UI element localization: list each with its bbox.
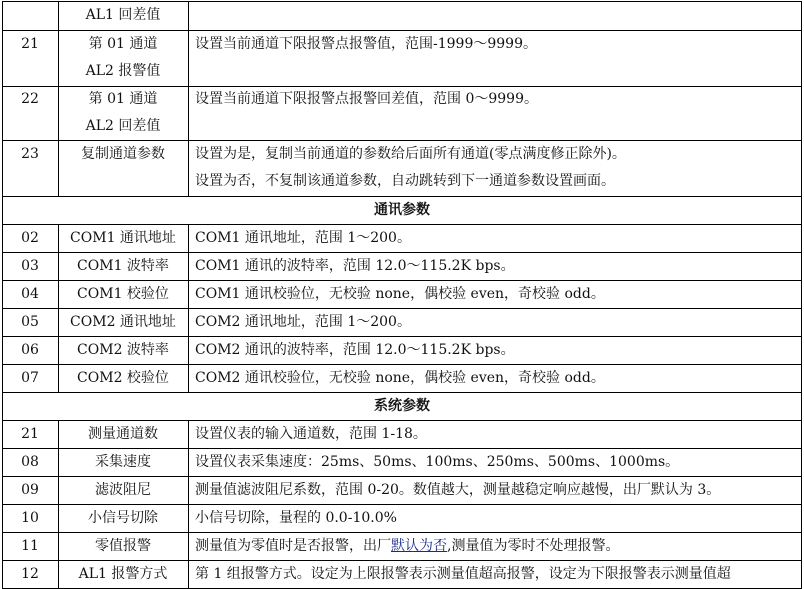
- row-number: 03: [21, 258, 39, 274]
- row-name: 第 01 通道: [88, 91, 158, 107]
- row-description: 设置为是，复制当前通道的参数给后面所有通道(零点满度修正除外)。: [195, 146, 626, 162]
- row-description: [195, 532, 800, 560]
- row-description: COM1 通讯校验位，无校验 none，偶校验 even，奇校验 odd。: [195, 286, 605, 302]
- row-number: 11: [21, 538, 39, 554]
- row-name: AL2 报警值: [85, 63, 161, 79]
- row-number: 10: [21, 510, 39, 526]
- row-name: 第 01 通道: [88, 36, 158, 52]
- default-link[interactable]: 默认为否: [391, 538, 447, 554]
- row-number: 09: [21, 482, 39, 498]
- row-description: 测量值滤波阻尼系数，范围 0-20。数值越大，测量越稳定响应越慢，出厂默认为 3。: [195, 482, 721, 498]
- row-description: 设置仪表采集速度：25ms、50ms、100ms、250ms、500ms、1000ms。: [195, 454, 680, 470]
- row-name: COM2 波特率: [77, 342, 169, 358]
- row-number: 22: [21, 91, 39, 107]
- row-name: 复制通道参数: [81, 146, 165, 162]
- row-name: 滤波阻尼: [95, 482, 151, 498]
- row-name: COM1 通讯地址: [70, 230, 176, 246]
- row-description: 小信号切除，量程的 0.0-10.0%: [195, 510, 397, 526]
- row-description: COM2 通讯校验位，无校验 none，偶校验 even，奇校验 odd。: [195, 370, 605, 386]
- row-description: COM2 通讯的波特率，范围 12.0～115.2K bps。: [195, 342, 515, 358]
- row-number: 21: [21, 36, 39, 52]
- row-description: 第 1 组报警方式。设定为上限报警表示测量值超高报警，设定为下限报警表示测量值超: [195, 566, 731, 582]
- row-name: 测量通道数: [88, 426, 158, 442]
- row-name: COM1 校验位: [77, 286, 169, 302]
- row-name: 采集速度: [95, 454, 151, 470]
- row-description: COM1 通讯地址，范围 1～200。: [195, 230, 411, 246]
- row-number: 08: [21, 454, 39, 470]
- row-number: 21: [21, 426, 39, 442]
- row-name: 小信号切除: [88, 510, 158, 526]
- desc-text: ,测量值为零时不处理报警。: [447, 538, 620, 554]
- row-number: 12: [21, 566, 39, 582]
- row-number: 04: [21, 286, 39, 302]
- row-name: AL1 回差值: [85, 7, 161, 23]
- row-name: COM2 校验位: [77, 370, 169, 386]
- desc-text: 测量值为零值时是否报警，出厂: [195, 538, 391, 554]
- row-description: 设置仪表的输入通道数，范围 1-18。: [195, 426, 427, 442]
- row-description: COM2 通讯地址，范围 1～200。: [195, 314, 411, 330]
- row-name: COM2 通讯地址: [70, 314, 176, 330]
- section-title-system: 系统参数: [374, 398, 430, 414]
- row-description: 设置当前通道下限报警点报警回差值，范围 0～9999。: [195, 91, 538, 107]
- row-number: 07: [21, 370, 39, 386]
- row-name: COM1 波特率: [77, 258, 169, 274]
- row-number: 23: [21, 146, 39, 162]
- row-name: AL1 报警方式: [78, 566, 168, 582]
- row-number: 06: [21, 342, 39, 358]
- row-name: 零值报警: [95, 538, 151, 554]
- row-name: AL2 回差值: [85, 118, 161, 134]
- row-number: 05: [21, 314, 39, 330]
- row-description: 设置当前通道下限报警点报警值，范围-1999～9999。: [195, 36, 537, 52]
- section-title-comm: 通讯参数: [374, 202, 430, 218]
- row-number: 02: [21, 230, 39, 246]
- row-description: COM1 通讯的波特率，范围 12.0～115.2K bps。: [195, 258, 515, 274]
- row-description: 设置为否，不复制该通道参数，自动跳转到下一通道参数设置画面。: [195, 173, 615, 189]
